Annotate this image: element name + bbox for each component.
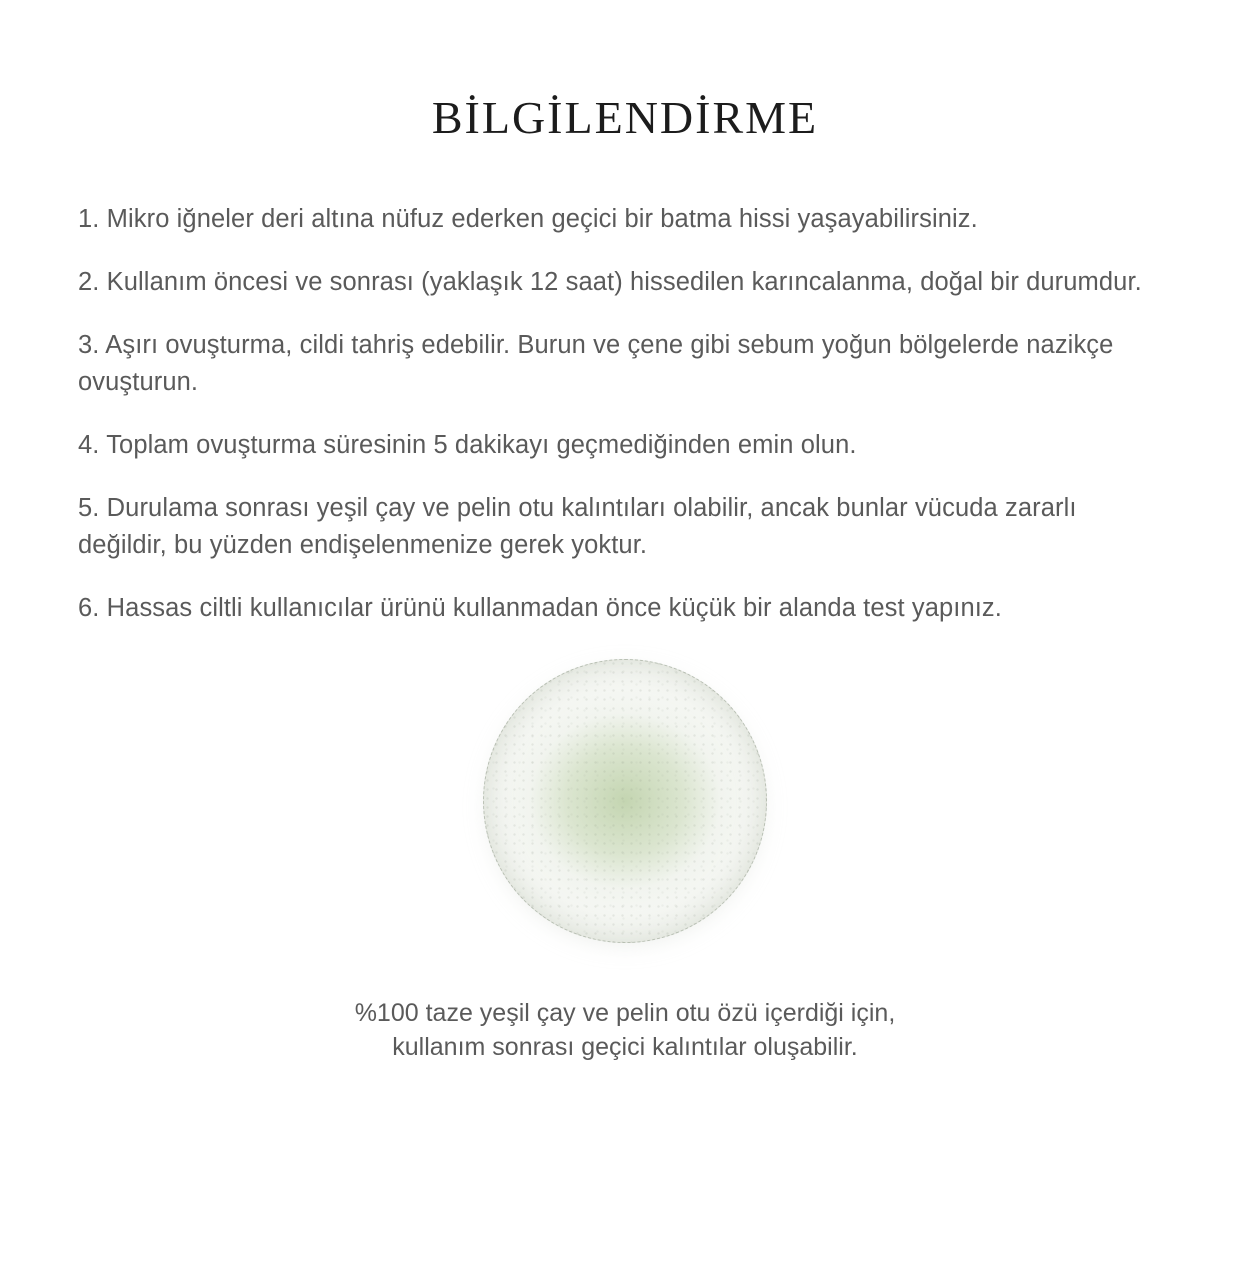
list-item: 6. Hassas ciltli kullanıcılar ürünü kullanmadan önce küçük bir alanda test yapınız.: [78, 594, 1002, 623]
caption-line-1: %100 taze yeşil çay ve pelin otu özü içerdiği için,: [354, 999, 896, 1028]
list-item: 2. Kullanım öncesi ve sonrası (yaklaşık 12 saat) hissedilen karıncalanma, doğal bir durumdur.: [78, 268, 1142, 297]
disc-edge: [483, 659, 767, 943]
info-page: [0, 31, 1250, 1281]
product-image-container: [0, 653, 1250, 953]
notice-list: [0, 201, 1250, 627]
list-item: 4. Toplam ovuşturma süresinin 5 dakikayı geçmediğinden emin olun.: [78, 431, 857, 460]
image-caption: [0, 997, 1250, 1065]
list-item: 3. Aşırı ovuşturma, cildi tahriş edebilir. Burun ve çene gibi sebum yoğun bölgelerde nazikçe ovuşturun.: [78, 331, 1114, 397]
green-tea-powder-disc-image: [475, 653, 775, 953]
list-item: 1. Mikro iğneler deri altına nüfuz ederken geçici bir batma hissi yaşayabilirsiniz.: [78, 205, 978, 234]
list-item: 5. Durulama sonrası yeşil çay ve pelin otu kalıntıları olabilir, ancak bunlar vücuda zararlı değildir, bu yüzden endişelenmenize gerek yoktur.: [78, 494, 1077, 560]
caption-line-2: kullanım sonrası geçici kalıntılar oluşabilir.: [392, 1032, 858, 1061]
page-title: BİLGİLENDİRME: [431, 91, 819, 143]
